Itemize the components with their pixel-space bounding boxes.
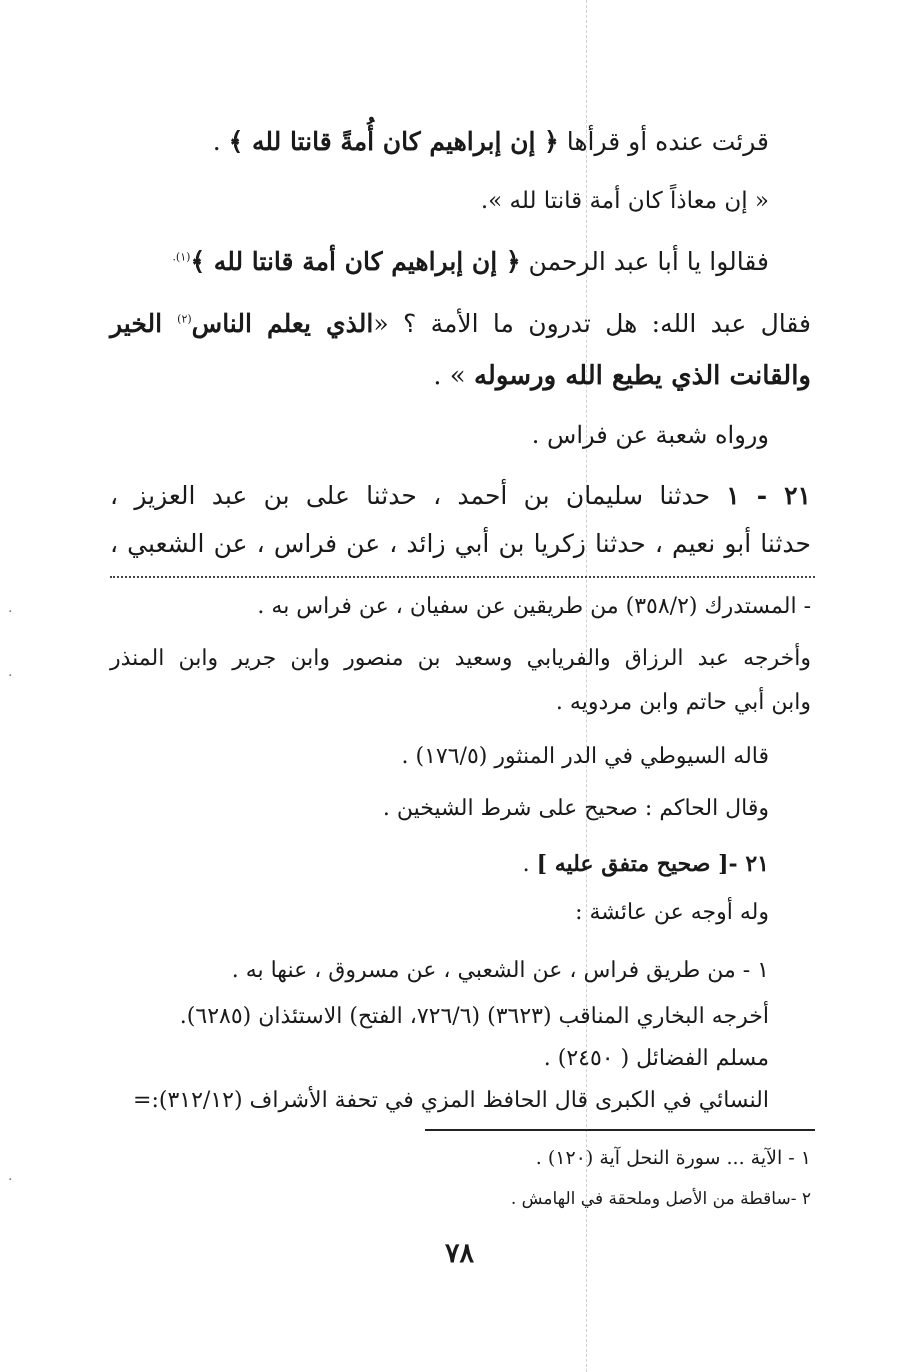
footnote-2: ٢ -ساقطة من الأصل وملحقة في الهامش . (510, 1189, 811, 1209)
main-line-6: ورواه شعبة عن فراس . (531, 421, 769, 449)
note-line-5: وقال الحاكم : صحيح على شرط الشيخين . (382, 796, 769, 821)
footnote-rule (425, 1129, 815, 1131)
text-run: فقالوا يا أبا عبد الرحمن (520, 247, 769, 276)
note-line-11: النسائي في الكبرى قال الحافظ المزي في تحفة الأشراف (٣١٢/١٢):= (133, 1088, 769, 1113)
hadith-header-line (110, 482, 811, 511)
margin-mark: · (8, 668, 13, 684)
text-run: حدثنا سليمان بن أحمد ، حدثنا على بن عبد العزيز ، (110, 481, 727, 510)
note-line-4: قاله السيوطي في الدر المنثور (١٧٦/٥) . (401, 744, 769, 769)
main-line-8: حدثنا أبو نعيم ، حدثنا زكريا بن أبي زائد ، عن فراس ، عن الشعبي ، (110, 529, 811, 558)
note-line-9: أخرجه البخاري المناقب (٣٦٢٣) (٧٢٦/٦، الفتح) الاستئذان (٦٢٨٥). (179, 1004, 769, 1029)
footnote-ref: (٢) (177, 312, 192, 326)
main-line-2: « إن معاذاً كان أمة قانتا لله ». (480, 188, 769, 214)
note-line-10: مسلم الفضائل ( ٢٤٥٠) . (543, 1046, 769, 1071)
main-line-5 (433, 362, 811, 392)
note-line-7: وله أوجه عن عائشة : (575, 900, 769, 925)
text-run: » . (433, 361, 474, 391)
note-line-1: - المستدرك (٣٥٨/٢) من طريقين عن سفيان ، عن فراس به . (257, 594, 811, 619)
footnote-ref: (١). (172, 250, 191, 264)
margin-mark: · (8, 1172, 13, 1188)
text-run: . (522, 852, 537, 877)
quote-bold: والقانت الذي يطيع الله ورسوله (473, 361, 811, 391)
main-line-4 (110, 310, 811, 339)
quran-verse: ﴿ إن إبراهيم كان أُمةً قانتا لله ﴾ (228, 127, 559, 156)
text-run: . (212, 127, 229, 156)
quote-bold: الخير (110, 309, 178, 338)
note-line-6 (523, 852, 769, 877)
margin-mark: · (8, 604, 13, 620)
text-run: فقال عبد الله: هل تدرون ما الأمة ؟ « (373, 309, 811, 338)
grading-label: ٢١ -[ صحيح متفق عليه ] (536, 851, 769, 877)
page-number: ٧٨ (444, 1238, 474, 1269)
text-run: قرئت عنده أو قرأها (558, 127, 769, 156)
note-line-2: وأخرجه عبد الرزاق والفريابي وسعيد بن منصور وابن جرير وابن المنذر (110, 646, 811, 671)
main-line-3 (172, 248, 769, 277)
footnote-1: ١ - الآية ... سورة النحل آية (١٢٠) . (535, 1147, 811, 1169)
note-line-8: ١ - من طريق فراس ، عن الشعبي ، عن مسروق ، عنها به . (231, 958, 769, 983)
dotted-separator (110, 576, 815, 578)
hadith-number: ٢١ - ١ (726, 481, 811, 510)
quote-bold: الذي يعلم الناس (191, 309, 374, 338)
quran-verse: ﴿ إن إبراهيم كان أمة قانتا لله ﴾ (190, 247, 521, 276)
note-line-3: وابن أبي حاتم وابن مردويه . (555, 690, 811, 715)
main-line-1 (213, 128, 769, 157)
